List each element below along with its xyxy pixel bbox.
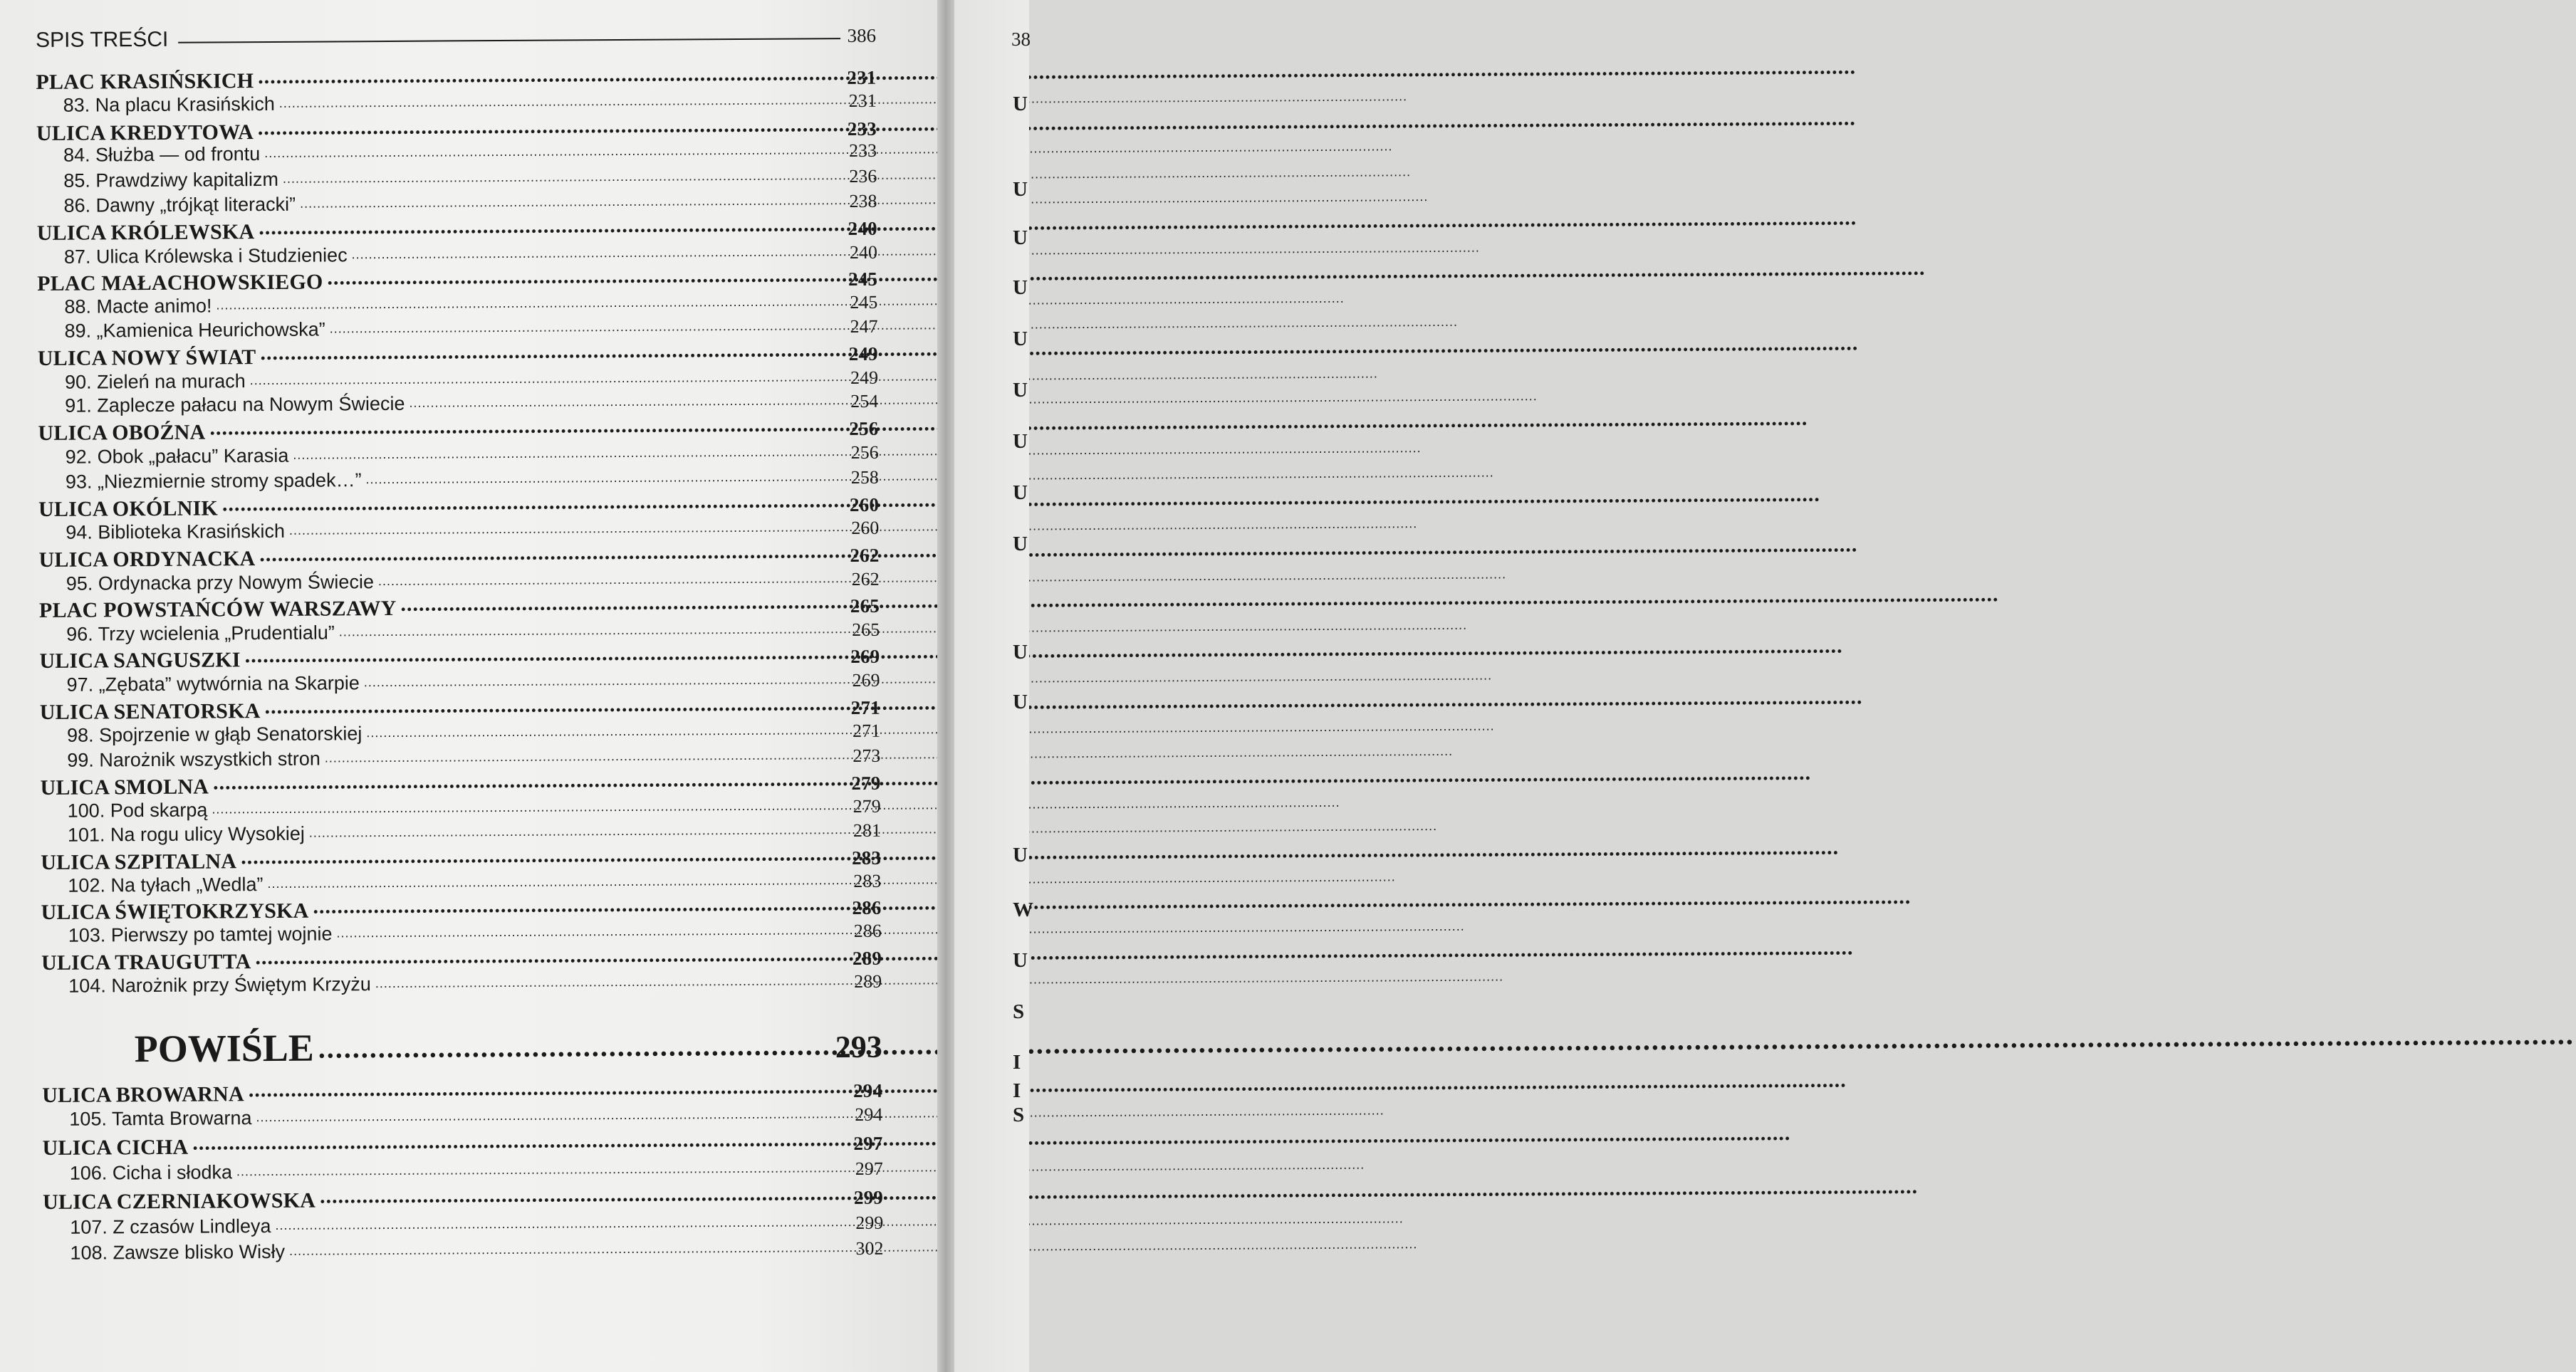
- entry-title: 86. Dawny „trójkąt literacki”: [63, 193, 296, 216]
- entry-title: ULICA SZPITALNA: [41, 849, 237, 874]
- toc-chapter-entry: [38, 439, 879, 468]
- dot-leader: [258, 114, 844, 139]
- entry-page-number: 260: [849, 493, 880, 516]
- toc-chapter-entry: [40, 718, 880, 747]
- dot-leader: [320, 1183, 850, 1208]
- book-gutter: [937, 0, 954, 1372]
- toc-chapter-entry: [43, 1235, 883, 1264]
- toc-chapter-entry: [42, 1101, 882, 1131]
- dot-leader: [264, 693, 847, 718]
- entry-title: ULICA NOWY ŚWIAT: [37, 345, 256, 370]
- toc-chapter-entry: [43, 1210, 883, 1239]
- entry-page-number: 271: [852, 720, 881, 742]
- next-page-letter: U: [1013, 276, 1028, 299]
- dot-leader: [222, 490, 846, 515]
- entry-title: 85. Prawdziwy kapitalizm: [63, 168, 279, 192]
- entry-title: 96. Trzy wcielenia „Prudentialu”: [66, 622, 335, 645]
- entry-page-number: 283: [853, 870, 882, 892]
- entry-page-number: 240: [849, 241, 878, 263]
- entry-page-number: 299: [853, 1186, 884, 1209]
- entry-page-number: 279: [852, 795, 881, 817]
- entry-title: 101. Na rogu ulicy Wysokiej: [67, 822, 305, 846]
- next-page-letter: U: [1013, 178, 1028, 201]
- entry-title: ULICA KRÓLEWSKA: [36, 220, 255, 245]
- toc-chapter-entry: [36, 88, 877, 117]
- next-page-letter: U: [1013, 430, 1028, 453]
- entry-title: POWIŚLE: [134, 1026, 315, 1071]
- toc-header: [36, 23, 876, 53]
- right-page-edge: [954, 0, 1033, 1372]
- dot-leader: [212, 793, 848, 816]
- entry-page-number: 247: [850, 315, 878, 337]
- next-page-letter: U: [1013, 328, 1028, 350]
- next-page-letter: S: [1013, 1000, 1025, 1023]
- entry-title: ULICA ORDYNACKA: [38, 547, 256, 572]
- entry-page-number: 260: [851, 517, 880, 539]
- entry-title: ULICA OBOŹNA: [38, 420, 206, 445]
- next-page-letter: S: [1013, 1104, 1025, 1126]
- entry-page-number: 281: [852, 819, 881, 842]
- entry-title: PLAC POWSTAŃCÓW WARSZAWY: [38, 596, 397, 622]
- entry-page-number: 231: [848, 90, 877, 112]
- dot-leader: [258, 63, 843, 88]
- entry-page-number: 294: [855, 1104, 883, 1126]
- dot-leader: [279, 88, 844, 110]
- entry-page-number: 245: [850, 291, 878, 313]
- dot-leader: [245, 642, 848, 666]
- entry-title: ULICA SENATORSKA: [39, 699, 261, 724]
- entry-page-number: 236: [849, 165, 877, 187]
- entry-page-number: 262: [850, 544, 880, 567]
- entry-page-number: 265: [850, 595, 880, 617]
- entry-page-number: 231: [847, 66, 877, 89]
- entry-title: 88. Macte animo!: [64, 295, 212, 318]
- dot-leader: [267, 868, 848, 891]
- dot-leader: [236, 1156, 850, 1178]
- next-page-letter: U: [1013, 844, 1028, 866]
- dot-leader: [289, 1235, 851, 1258]
- entry-page-number: 289: [852, 947, 882, 970]
- dot-leader: [365, 464, 846, 486]
- next-page-letter: W: [1013, 899, 1033, 921]
- dot-leader: [309, 817, 848, 840]
- entry-page-number: 262: [851, 568, 880, 590]
- entry-page-number: 297: [855, 1158, 883, 1179]
- entry-page-number: 302: [855, 1237, 884, 1259]
- entry-title: 87. Ulica Królewska i Studzieniec: [63, 244, 348, 268]
- dot-leader: [293, 439, 845, 462]
- book-photo: [0, 0, 1033, 1372]
- entry-page-number: 245: [848, 268, 878, 290]
- dot-leader: [283, 163, 845, 186]
- entry-title: ULICA KREDYTOWA: [36, 120, 254, 145]
- next-page-letter: U: [1013, 379, 1028, 402]
- entry-title: PLAC KRASIŃSKICH: [36, 69, 254, 94]
- entry-title: ULICA SANGUSZKI: [39, 648, 241, 673]
- dot-leader: [289, 515, 846, 538]
- dot-leader: [300, 188, 845, 211]
- entry-title: 91. Zaplecze pałacu na Nowym Świecie: [65, 392, 405, 417]
- entry-page-number: 233: [848, 140, 877, 162]
- entry-title: 83. Na placu Krasińskich: [63, 93, 275, 116]
- page-number: 386: [847, 24, 877, 47]
- entry-title: ULICA OKÓLNIK: [38, 496, 219, 521]
- header-rule: [178, 38, 840, 43]
- entry-page-number: 273: [852, 745, 881, 767]
- entry-title: 105. Tamta Browarna: [69, 1107, 252, 1130]
- next-page-letter: U: [1013, 949, 1028, 972]
- dot-leader: [352, 239, 845, 261]
- dot-leader: [249, 1076, 850, 1101]
- dot-leader: [375, 968, 850, 990]
- dot-leader: [339, 617, 847, 639]
- entry-page-number: 265: [852, 619, 880, 641]
- entry-title: 102. Na tyłach „Wedla”: [68, 874, 264, 896]
- entry-page-number: 286: [852, 896, 882, 919]
- toc-title: SPIS TREŚCI: [36, 27, 169, 52]
- dot-leader: [364, 667, 848, 689]
- next-page-letter: U: [1013, 533, 1028, 555]
- entry-page-number: 279: [851, 772, 881, 795]
- dot-leader: [325, 743, 848, 765]
- dot-leader: [259, 214, 845, 239]
- dot-leader: [241, 843, 848, 868]
- entry-title: 89. „Kamienica Heurichowska”: [64, 318, 325, 342]
- dot-leader: [250, 365, 846, 387]
- dot-leader: [259, 540, 846, 565]
- entry-title: ULICA CZERNIAKOWSKA: [42, 1188, 316, 1214]
- entry-title: ULICA SMOLNA: [40, 775, 209, 800]
- entry-title: 98. Spojrzenie w głąb Senatorskiej: [66, 723, 363, 746]
- entry-title: ULICA CICHA: [42, 1135, 189, 1160]
- dot-leader: [327, 264, 845, 288]
- entry-title: 99. Narożnik wszystkich stron: [67, 748, 320, 771]
- entry-page-number: 283: [851, 847, 882, 869]
- table-of-contents: [36, 23, 884, 1264]
- dot-leader: [209, 414, 845, 439]
- toc-district-entry: [42, 1019, 882, 1072]
- entry-title: ULICA BROWARNA: [42, 1082, 244, 1107]
- entry-page-number: 238: [849, 190, 877, 212]
- dot-leader: [378, 566, 847, 588]
- dot-leader: [255, 943, 849, 968]
- entry-title: 94. Biblioteka Krasińskich: [66, 520, 286, 543]
- next-page-letter: U: [1013, 641, 1028, 664]
- dot-leader: [366, 718, 848, 740]
- entry-page-number: 233: [847, 117, 877, 140]
- next-page-letter: U: [1013, 226, 1028, 249]
- entry-title: 100. Pod skarpą: [67, 799, 208, 822]
- dot-leader: [313, 893, 848, 918]
- entry-page-number: 297: [853, 1132, 883, 1155]
- entry-title: ULICA ŚWIĘTOKRZYSKA: [41, 899, 309, 924]
- left-page: [0, 0, 942, 1372]
- toc-chapter-entry: [41, 968, 882, 997]
- dot-leader: [213, 768, 848, 793]
- dot-leader: [192, 1129, 850, 1154]
- entry-title: 107. Z czasów Lindleya: [70, 1215, 271, 1238]
- entry-title: 106. Cicha i słodka: [69, 1161, 233, 1184]
- next-page-letter: U: [1013, 481, 1028, 504]
- entry-title: 103. Pierwszy po tamtej wojnie: [68, 923, 333, 946]
- entry-page-number: 269: [852, 669, 880, 691]
- toc-chapter-entry: [36, 163, 877, 192]
- next-page-letter: U: [1013, 93, 1028, 115]
- next-page-letter: U: [1013, 691, 1028, 713]
- next-page-letter: I: [1013, 1079, 1021, 1102]
- entry-page-number: 269: [850, 645, 880, 668]
- dot-leader: [318, 1019, 833, 1060]
- entry-page-number: 256: [849, 417, 879, 440]
- dot-leader: [409, 388, 845, 410]
- entry-page-number: 254: [850, 390, 879, 412]
- entry-page-number: 293: [835, 1029, 882, 1065]
- entry-page-number: 286: [853, 920, 882, 942]
- entry-page-number: 271: [850, 696, 880, 719]
- next-page-letter: I: [1013, 1051, 1021, 1074]
- entry-page-number: 258: [850, 466, 879, 488]
- toc-chapter-entry: [36, 137, 877, 167]
- entry-title: 95. Ordynacka przy Nowym Świecie: [66, 571, 375, 595]
- entry-page-number: 299: [855, 1212, 884, 1233]
- entry-page-number: 249: [848, 342, 878, 365]
- next-page-number: 38: [1011, 28, 1031, 50]
- entry-page-number: 256: [850, 441, 879, 464]
- dot-leader: [275, 1210, 850, 1232]
- entry-title: 108. Zawsze blisko Wisły: [70, 1240, 286, 1264]
- entry-title: PLAC MAŁACHOWSKIEGO: [37, 270, 323, 295]
- dot-leader: [260, 339, 845, 364]
- entry-title: 104. Narożnik przy Świętym Krzyżu: [68, 973, 371, 997]
- entry-page-number: 240: [848, 217, 877, 240]
- dot-leader: [216, 289, 845, 312]
- dot-leader: [336, 918, 848, 940]
- toc-chapter-entry: [43, 1156, 883, 1185]
- dot-leader: [400, 591, 847, 615]
- entry-page-number: 289: [854, 970, 882, 993]
- dot-leader: [256, 1101, 850, 1124]
- entry-title: 90. Zieleń na murach: [64, 370, 246, 393]
- dot-leader: [264, 137, 844, 160]
- entry-title: 93. „Niezmiernie stromy spadek…”: [65, 469, 362, 493]
- entry-page-number: 294: [852, 1079, 883, 1102]
- entry-title: ULICA TRAUGUTTA: [41, 950, 251, 975]
- entry-title: 92. Obok „pałacu” Karasia: [65, 444, 289, 468]
- entry-title: 97. „Zębata” wytwórnia na Skarpie: [66, 672, 360, 696]
- entry-title: 84. Służba — od frontu: [63, 143, 261, 166]
- entry-page-number: 249: [850, 367, 879, 389]
- dot-leader: [330, 313, 845, 335]
